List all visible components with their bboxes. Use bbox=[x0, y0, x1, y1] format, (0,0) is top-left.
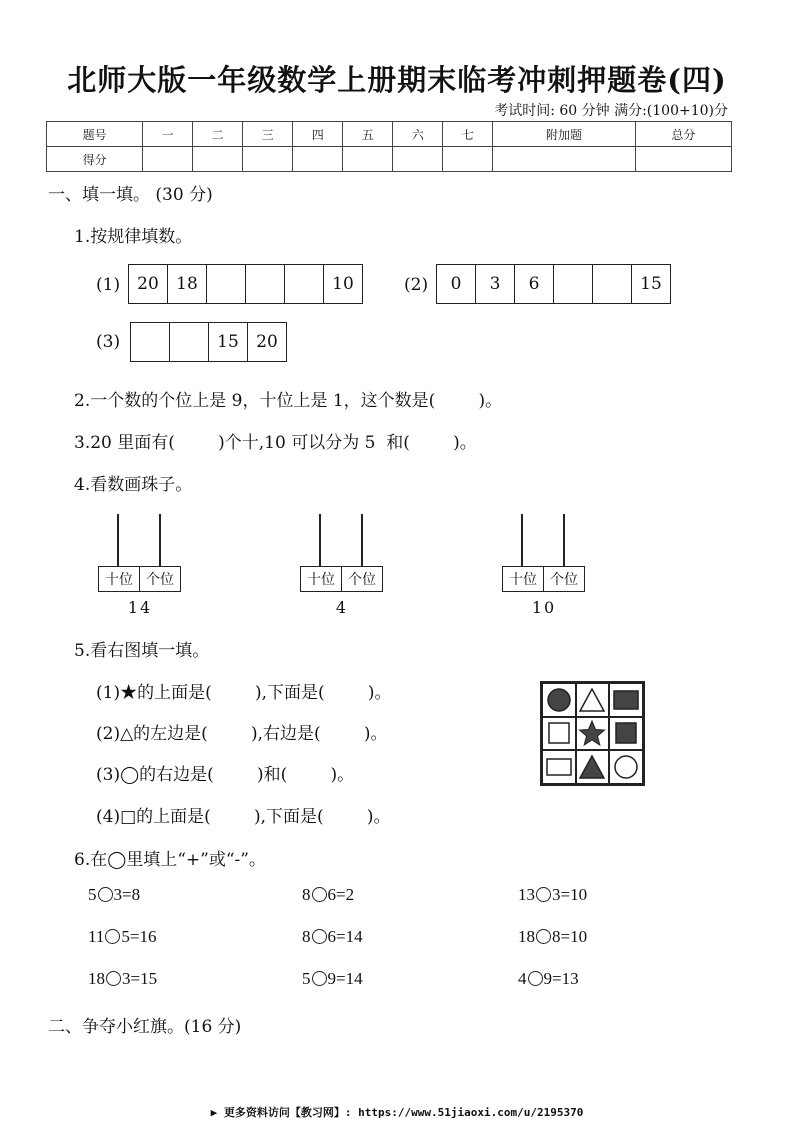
q5-item: (2)△的左边是( ),右边是( )。 bbox=[96, 724, 388, 744]
number-box[interactable]: 18 bbox=[168, 265, 207, 303]
score-header-cell: 附加题 bbox=[493, 122, 635, 147]
abacus-base bbox=[300, 566, 383, 592]
equation-left: 5 bbox=[302, 969, 311, 988]
abacus-rod-tens bbox=[319, 514, 321, 566]
exam-info: 考试时间: 60 分钟 满分:(100+10)分 bbox=[494, 103, 728, 119]
number-box[interactable]: 6 bbox=[515, 265, 554, 303]
grid-cell bbox=[576, 750, 610, 784]
number-box[interactable] bbox=[246, 265, 285, 303]
score-table bbox=[46, 121, 732, 172]
equation-right: 9=14 bbox=[327, 969, 363, 988]
q2-text: 2.一个数的个位上是 9，十位上是 1，这个数是( )。 bbox=[74, 391, 503, 411]
equation-right: 8=10 bbox=[552, 927, 588, 946]
tens-label: 十位 bbox=[301, 567, 342, 591]
q1-part1-label: (1) bbox=[96, 275, 121, 295]
equation bbox=[518, 885, 587, 905]
score-cell[interactable] bbox=[393, 147, 443, 172]
abacus-rod-ones bbox=[159, 514, 161, 566]
number-box[interactable]: 0 bbox=[437, 265, 476, 303]
number-box[interactable]: 20 bbox=[129, 265, 168, 303]
page-title: 北师大版一年级数学上册期末临考冲刺押题卷(四) bbox=[67, 63, 727, 97]
ones-label: 个位 bbox=[550, 572, 578, 588]
equation-left: 11 bbox=[88, 927, 105, 946]
equation-right: 6=2 bbox=[327, 885, 355, 904]
abacus-number: 4 bbox=[335, 598, 349, 617]
number-box[interactable]: 20 bbox=[256, 332, 278, 352]
ones-label: 个位 bbox=[348, 572, 376, 588]
score-header-cell: 题号 bbox=[47, 122, 143, 147]
tens-label: 十位 bbox=[503, 567, 544, 591]
grid-cell bbox=[576, 683, 610, 717]
score-header-cell: 总分 bbox=[635, 122, 731, 147]
ones-label: 个位 bbox=[146, 572, 174, 588]
abacus-3[interactable] bbox=[502, 514, 586, 624]
equation bbox=[518, 969, 579, 989]
equation bbox=[88, 969, 157, 989]
square-outline-icon bbox=[547, 721, 571, 745]
number-box[interactable] bbox=[593, 265, 632, 303]
shape-grid bbox=[540, 681, 645, 786]
grid-cell bbox=[542, 683, 576, 717]
number-box[interactable] bbox=[554, 265, 593, 303]
score-cell[interactable] bbox=[493, 147, 635, 172]
abacus-rod-ones bbox=[563, 514, 565, 566]
abacus-rod-ones bbox=[361, 514, 363, 566]
abacus-1[interactable] bbox=[98, 514, 182, 624]
q1-part3-label: (3) bbox=[96, 332, 121, 352]
q1-part2-label: (2) bbox=[404, 275, 429, 295]
equation-left: 4 bbox=[518, 969, 527, 988]
number-box[interactable] bbox=[170, 323, 209, 361]
operator-circle-icon[interactable] bbox=[312, 971, 327, 986]
q1-part2-boxes bbox=[436, 264, 671, 304]
filled-square-icon bbox=[614, 721, 638, 745]
operator-circle-icon[interactable] bbox=[312, 929, 327, 944]
tens-label: 十位 bbox=[99, 567, 140, 591]
operator-circle-icon[interactable] bbox=[312, 887, 327, 902]
grid-cell bbox=[609, 717, 643, 751]
section1-heading: 一、填一填。 (30 分) bbox=[48, 185, 213, 205]
grid-cell bbox=[542, 750, 576, 784]
equation-left: 18 bbox=[88, 969, 105, 988]
q1-part1-boxes bbox=[128, 264, 363, 304]
number-box[interactable]: 15 bbox=[640, 274, 662, 294]
score-cell[interactable] bbox=[143, 147, 193, 172]
q6-text: 6.在◯里填上“+”或“-”。 bbox=[74, 850, 266, 870]
equation-left: 13 bbox=[518, 885, 535, 904]
score-header-cell: 七 bbox=[443, 122, 493, 147]
equation bbox=[88, 885, 140, 905]
equation-right: 9=13 bbox=[543, 969, 579, 988]
score-header-cell: 一 bbox=[143, 122, 193, 147]
score-cell[interactable] bbox=[293, 147, 343, 172]
equation bbox=[302, 885, 354, 905]
q1-part3-boxes bbox=[130, 322, 287, 362]
equation bbox=[302, 927, 363, 947]
equation-left: 5 bbox=[88, 885, 97, 904]
operator-circle-icon[interactable] bbox=[528, 971, 543, 986]
section2-heading: 二、争夺小红旗。(16 分) bbox=[48, 1017, 242, 1037]
filled-triangle-icon bbox=[578, 754, 606, 780]
score-header-cell: 四 bbox=[293, 122, 343, 147]
filled-circle-icon bbox=[546, 687, 572, 713]
score-header-row bbox=[47, 122, 732, 147]
star-icon bbox=[578, 719, 606, 747]
q1-text: 1.按规律填数。 bbox=[74, 227, 193, 247]
q5-item: (3)◯的右边是( )和( )。 bbox=[96, 765, 355, 785]
q5-item: (1)★的上面是( ),下面是( )。 bbox=[96, 683, 392, 703]
equation-right: 3=10 bbox=[552, 885, 588, 904]
triangle-outline-icon bbox=[578, 687, 606, 713]
abacus-number: 10 bbox=[531, 598, 557, 617]
score-header-cell: 二 bbox=[193, 122, 243, 147]
footer-link[interactable]: ▶ 更多资料访问【教习网】: https://www.51jiaoxi.com/u/2195370 bbox=[210, 1106, 584, 1119]
operator-circle-icon[interactable] bbox=[106, 971, 121, 986]
score-header-cell: 三 bbox=[243, 122, 293, 147]
score-cell[interactable] bbox=[243, 147, 293, 172]
operator-circle-icon[interactable] bbox=[105, 929, 120, 944]
score-cell[interactable] bbox=[343, 147, 393, 172]
operator-circle-icon[interactable] bbox=[536, 887, 551, 902]
score-cell[interactable] bbox=[635, 147, 731, 172]
operator-circle-icon[interactable] bbox=[536, 929, 551, 944]
number-box[interactable]: 10 bbox=[332, 274, 354, 294]
abacus-base bbox=[502, 566, 585, 592]
score-row-label: 得分 bbox=[47, 147, 143, 172]
equation-right: 6=14 bbox=[327, 927, 363, 946]
abacus-number: 14 bbox=[127, 598, 153, 617]
circle-outline-icon bbox=[613, 754, 639, 780]
q5-item: (4)□的上面是( ),下面是( )。 bbox=[96, 807, 391, 827]
number-box[interactable] bbox=[285, 265, 324, 303]
q5-text: 5.看右图填一填。 bbox=[74, 641, 210, 661]
rectangle-outline-icon bbox=[545, 756, 573, 778]
score-cell[interactable] bbox=[193, 147, 243, 172]
q3-text: 3.20 里面有( )个十,10 可以分为 5 和( )。 bbox=[74, 433, 477, 453]
equation-right: 5=16 bbox=[121, 927, 157, 946]
equation bbox=[302, 969, 363, 989]
grid-cell bbox=[576, 717, 610, 751]
grid-cell bbox=[609, 750, 643, 784]
number-box[interactable]: 3 bbox=[476, 265, 515, 303]
abacus-2[interactable] bbox=[300, 514, 384, 624]
score-row bbox=[47, 147, 732, 172]
grid-cell bbox=[542, 717, 576, 751]
filled-square-icon bbox=[612, 688, 640, 712]
q4-text: 4.看数画珠子。 bbox=[74, 475, 193, 495]
number-box[interactable] bbox=[207, 265, 246, 303]
equation-right: 3=15 bbox=[122, 969, 158, 988]
score-header-cell: 六 bbox=[393, 122, 443, 147]
equation-right: 3=8 bbox=[113, 885, 141, 904]
equation-left: 8 bbox=[302, 885, 311, 904]
score-header-cell: 五 bbox=[343, 122, 393, 147]
abacus-rod-tens bbox=[521, 514, 523, 566]
number-box[interactable]: 15 bbox=[209, 323, 248, 361]
score-cell[interactable] bbox=[443, 147, 493, 172]
equation bbox=[88, 927, 156, 947]
equation bbox=[518, 927, 587, 947]
abacus-base bbox=[98, 566, 181, 592]
equation-left: 18 bbox=[518, 927, 535, 946]
operator-circle-icon[interactable] bbox=[98, 887, 113, 902]
abacus-rod-tens bbox=[117, 514, 119, 566]
grid-cell bbox=[609, 683, 643, 717]
equation-left: 8 bbox=[302, 927, 311, 946]
number-box[interactable] bbox=[131, 323, 170, 361]
